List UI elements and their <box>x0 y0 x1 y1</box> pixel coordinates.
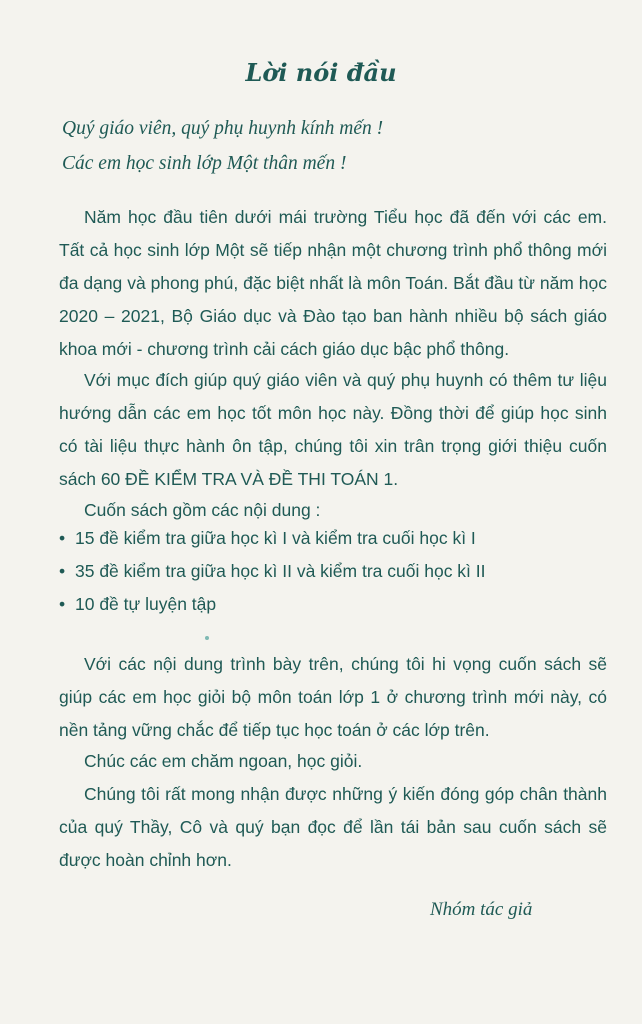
contents-heading-paragraph: Cuốn sách gồm các nội dung : <box>84 500 321 520</box>
page-title: Lời nói đầu <box>245 58 397 87</box>
wish-paragraph: Chúc các em chăm ngoan, học giỏi. <box>84 751 363 771</box>
list-item-text: 10 đề tự luyện tập <box>75 594 217 614</box>
greeting-students: Các em học sinh lớp Một thân mến ! <box>62 153 347 174</box>
bullet-icon: • <box>59 528 66 548</box>
bullet-icon: • <box>59 561 66 581</box>
feedback-paragraph: Chúng tôi rất mong nhận được những ý kiến đóng góp chân thành của quý Thầy, Cô và quý bạn đọc để lần tái bản sau cuốn sách sẽ được hoàn chỉnh hơn. <box>59 784 607 870</box>
intro-paragraph: Năm học đầu tiên dưới mái trường Tiểu học đã đến với các em. Tất cả học sinh lớp Một sẽ tiếp nhận một chương trình phổ thông mới đa dạng và phong phú, đặc biệt nhất là môn Toán. Bắt đầu từ năm học 2020 – 2021, Bộ Giáo dục và Đào tạo ban hành nhiều bộ sách giáo khoa mới - chương trình cải cách giáo dục bậc phổ thông. <box>59 207 607 359</box>
print-speck <box>205 636 209 640</box>
list-item-text: 15 đề kiểm tra giữa học kì I và kiểm tra cuối học kì I <box>75 528 476 548</box>
hope-paragraph: Với các nội dung trình bày trên, chúng tôi hi vọng cuốn sách sẽ giúp các em học giỏi bộ môn toán lớp 1 ở chương trình mới này, có nền tảng vững chắc để tiếp tục học toán ở các lớp trên. <box>59 654 607 740</box>
greeting-teachers-parents: Quý giáo viên, quý phụ huynh kính mến ! <box>62 118 384 139</box>
purpose-paragraph: Với mục đích giúp quý giáo viên và quý phụ huynh có thêm tư liệu hướng dẫn các em học tốt môn học này. Đồng thời để giúp học sinh có tài liệu thực hành ôn tập, chúng tôi xin trân trọng giới thiệu cuốn sách 60 ĐỀ KIỂM TRA VÀ ĐỀ THI TOÁN 1. <box>59 370 607 489</box>
bullet-icon: • <box>59 594 66 614</box>
list-item <box>59 528 476 549</box>
list-item <box>59 594 216 615</box>
list-item <box>59 561 486 582</box>
signature: Nhóm tác giả <box>430 899 533 920</box>
list-item-text: 35 đề kiểm tra giữa học kì II và kiểm tra cuối học kì II <box>75 561 486 581</box>
